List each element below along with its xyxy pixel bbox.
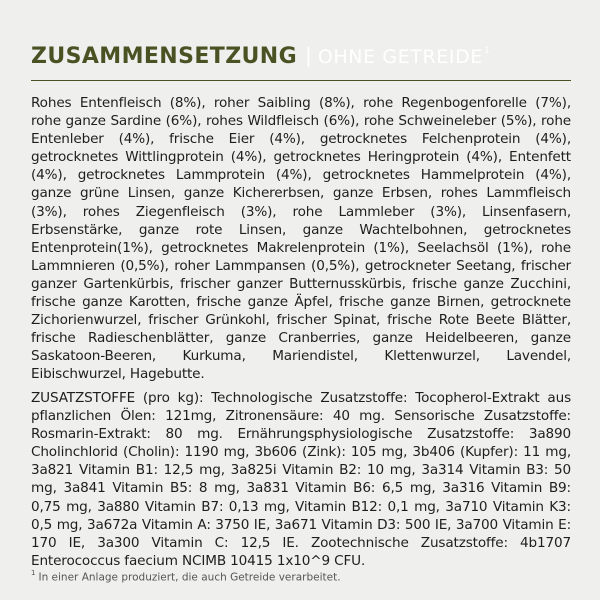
footnote-marker: 1 bbox=[483, 45, 491, 56]
footnote-text: In einer Anlage produziert, die auch Getreide verarbeitet. bbox=[38, 571, 341, 584]
title-separator: | bbox=[305, 43, 312, 67]
additives-paragraph: ZUSATZSTOFFE (pro kg): Technologische Zusatzstoffe: Tocopherol-Extrakt aus pflanzlichen Ölen: 121mg, Zitronensäure: 40 mg. Sensorische Zusatzstoffe: Rosmarin-Extrakt: 80 mg. Ernährungsphysiologische Zusatzstoffe: 3a890 Cholinchlorid (Cholin): 1190 mg, 3b606 (Zink): 105 mg, 3b406 (Kupfer): 11 mg, 3a821 Vitamin B1: 12,5 mg, 3a825i Vitamin B2: 10 mg, 3a314 Vitamin B3: 50 mg, 3a841 Vitamin B5: 8 mg, 3a831 Vitamin B6: 6,5 mg, 3a316 Vitamin B9: 0,75 mg, 3a880 Vitamin B7: 0,13 mg, Vitamin B12: 0,1 mg, 3a710 Vitamin K3: 0,5 mg, 3a672a Vitamin A: 3750 IE, 3a671 Vitamin D3: 500 IE, 3a700 Vitamin E: 170 IE, 3a300 Vitamin C: 12,5 IE. Zootechnische Zusatzstoffe: 4b1707 Enterococcus faecium NCIMB 10415 1x10^9 CFU. bbox=[31, 390, 571, 569]
section-subtitle bbox=[318, 46, 490, 68]
subtitle-text: OHNE GETREIDE bbox=[317, 46, 483, 68]
section-title: ZUSAMMENSETZUNG bbox=[31, 44, 298, 69]
header-divider bbox=[31, 80, 571, 81]
footnote-number: 1 bbox=[31, 569, 36, 577]
section-header bbox=[31, 44, 571, 69]
footnote bbox=[31, 570, 571, 584]
composition-paragraph: Rohes Entenfleisch (8%), roher Saibling (8%), rohe Regenbogenforelle (7%), rohe ganze Sardine (6%), rohes Wildfleisch (6%), rohe Schweineleber (5%), rohe Entenleber (4%), frische Eier (4%), getrocknetes Felchenprotein (4%), getrocknetes Wittlingprotein (4%), getrocknetes Heringprotein (4%), Entenfett (4%), getrocknetes Lammprotein (4%), getrocknetes Hammelprotein (4%), ganze grüne Linsen, ganze Kichererbsen, ganze Erbsen, rohes Lammfleisch (3%), rohes Ziegenfleisch (3%), rohe Lammleber (3%), Linsenfasern, Erbsenstärke, ganze rote Linsen, ganze Wachtelbohnen, getrocknetes Entenprotein(1%), getrocknetes Makrelenprotein (1%), Seelachsöl (1%), rohe Lammnieren (0,5%), roher Lammpansen (0,5%), getrockneter Seetang, frischer ganzer Gartenkürbis, frischer ganzer Butternusskürbis, frische ganze Zucchini, frische ganze Karotten, frische ganze Äpfel, frische ganze Birnen, getrocknete Zichorienwurzel, frischer Grünkohl, frischer Spinat, frische Rote Beete Blätter, frische Radieschenblätter, ganze Cranberries, ganze Heidelbeeren, ganze Saskatoon-Beeren, Kurkuma, Mariendistel, Klettenwurzel, Lavendel, Eibischwurzel, Hagebutte. bbox=[31, 95, 571, 383]
